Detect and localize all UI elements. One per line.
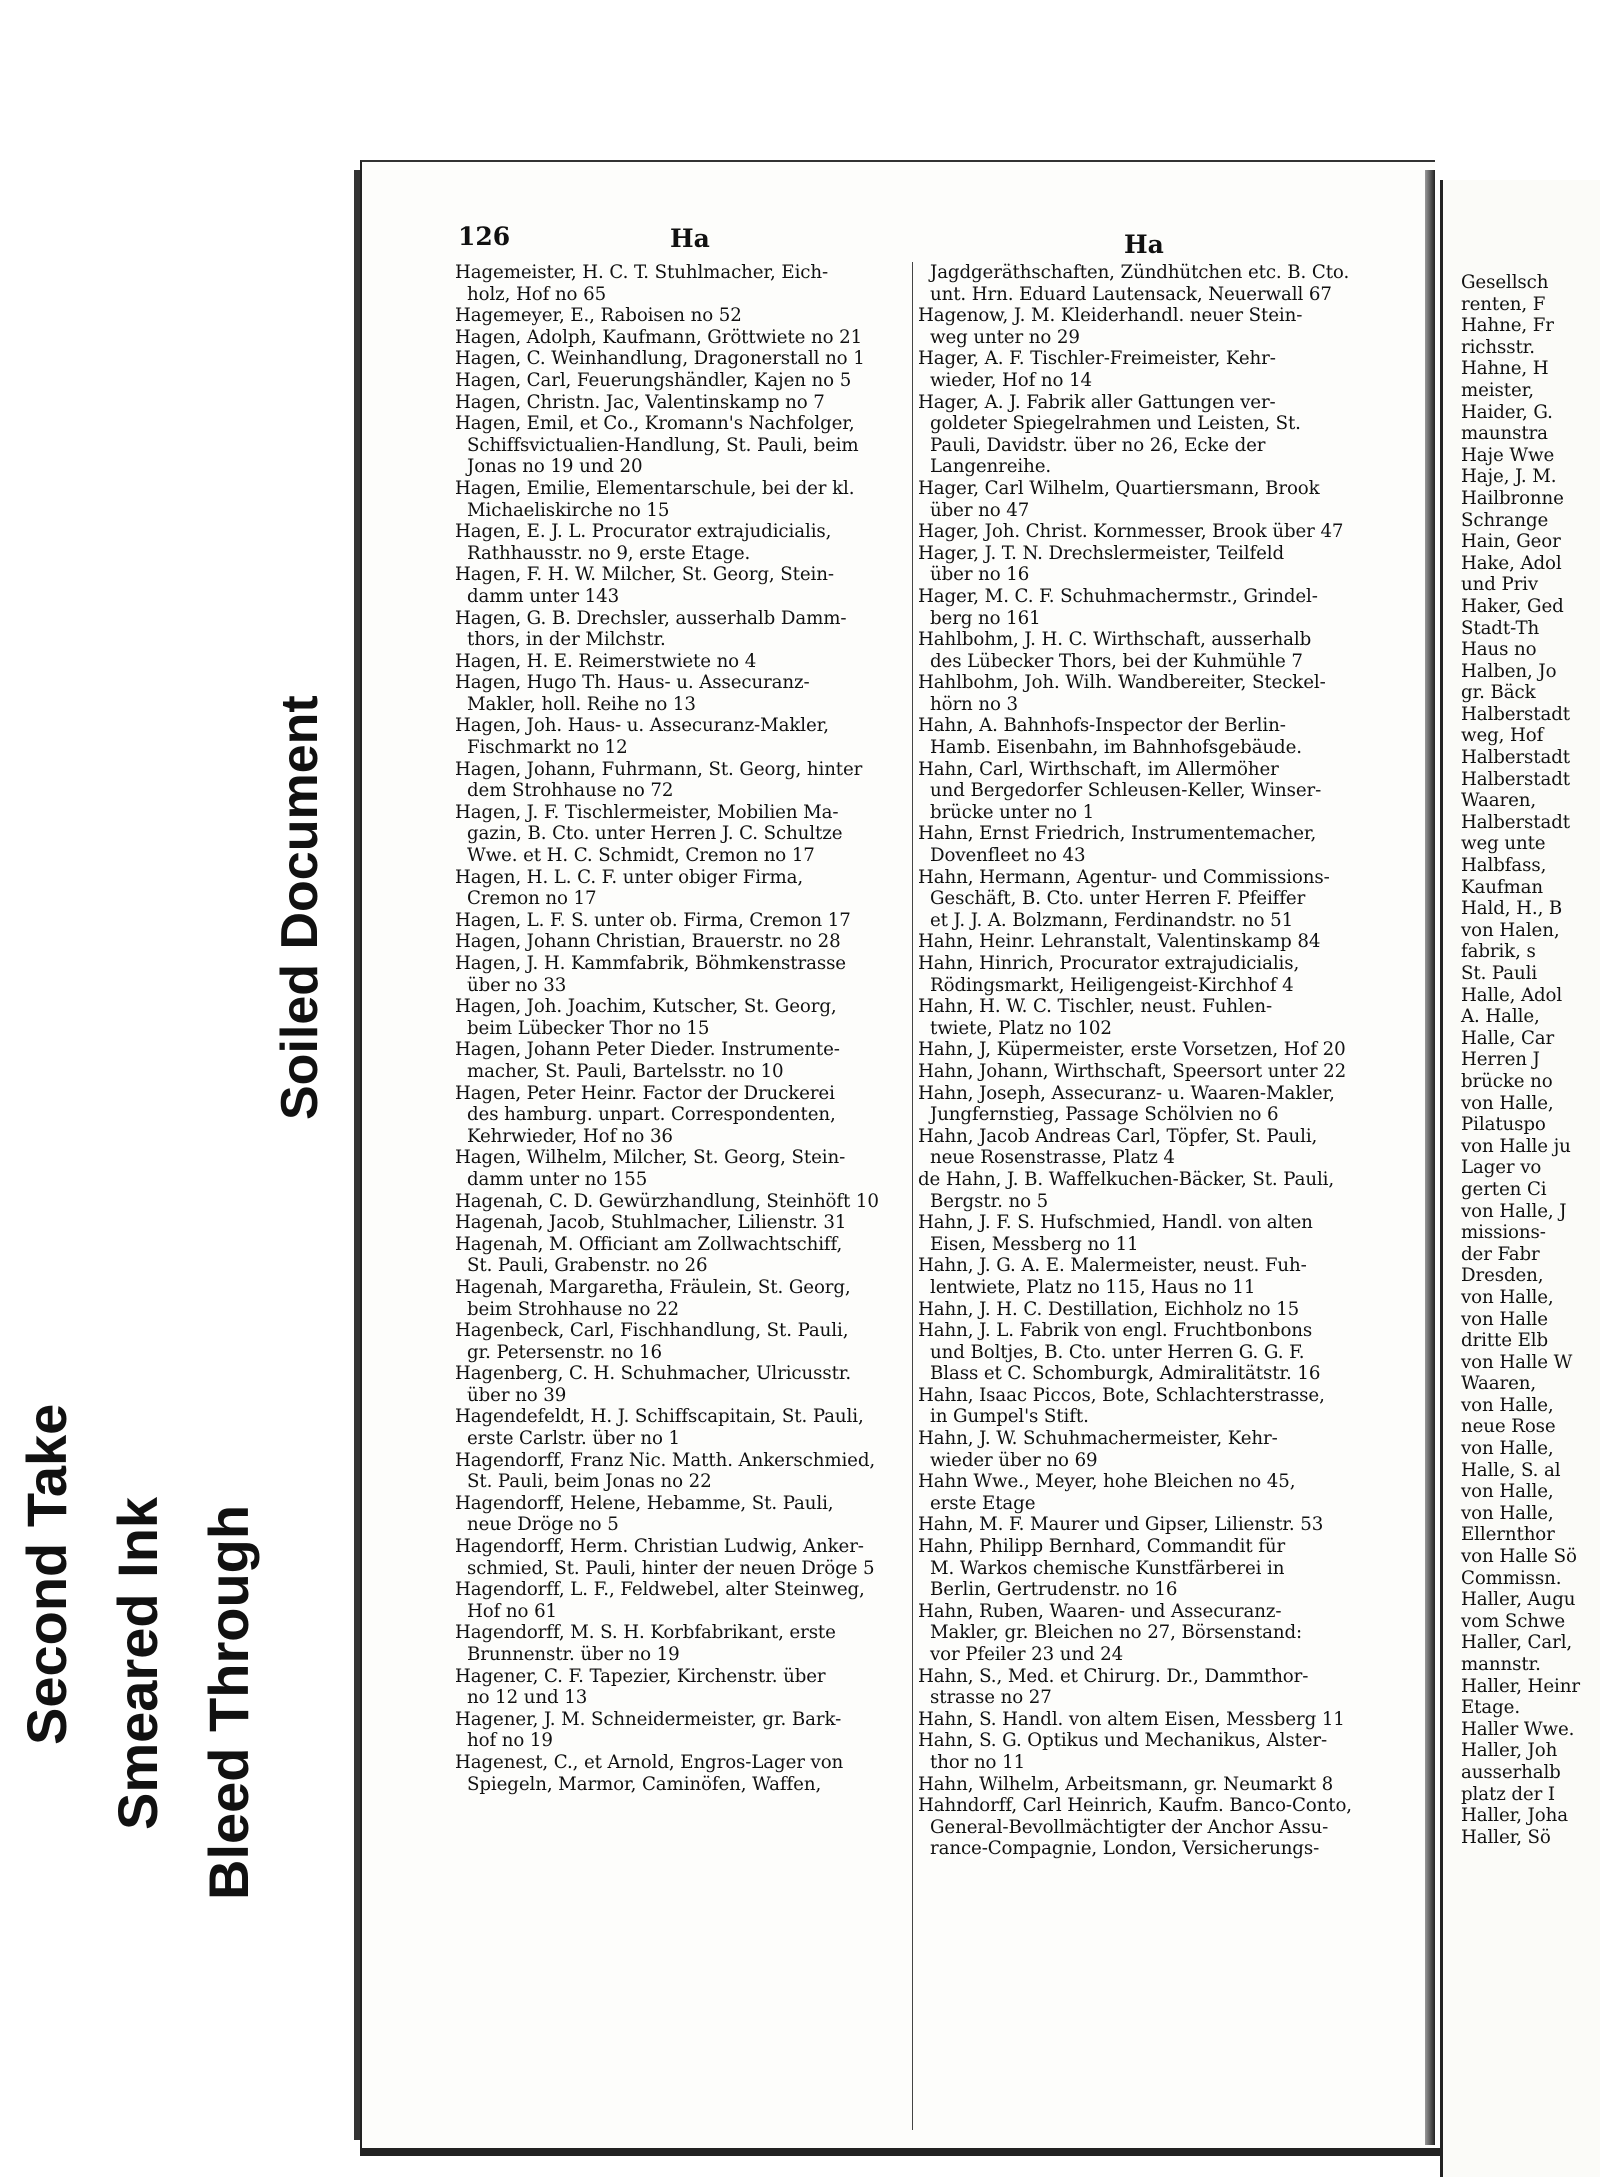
facing-page-line: Hain, Geor (1461, 531, 1561, 553)
entry-continuation-line: beim Strohhause no 22 (467, 1298, 680, 1320)
entry-line: Hahndorff, Carl Heinrich, Kaufm. Banco-Conto, (918, 1795, 1352, 1817)
entry-line: Hagenest, C., et Arnold, Engros-Lager von (455, 1751, 844, 1773)
entry-continuation-line: rance-Compagnie, London, Versicherungs- (930, 1838, 1320, 1860)
entry-continuation-line: des hamburg. unpart. Correspondenten, (467, 1104, 836, 1126)
entry-continuation-line: St. Pauli, beim Jonas no 22 (467, 1471, 712, 1493)
entry-line: Hahn, J. H. C. Destillation, Eichholz no 15 (918, 1298, 1300, 1320)
entry-line: Hahn, Philipp Bernhard, Commandit für (918, 1536, 1286, 1558)
entry-line: Hager, Carl Wilhelm, Quartiersmann, Brook (918, 477, 1320, 499)
entry-line: Hahn, J. G. A. E. Malermeister, neust. Fuh- (918, 1255, 1307, 1277)
entry-continuation-line: und Bergedorfer Schleusen-Keller, Winser- (930, 780, 1322, 802)
entry-continuation-line: Hamb. Eisenbahn, im Bahnhofsgebäude. (930, 737, 1302, 759)
margin-label-second-take: Second Take (15, 1403, 78, 1745)
facing-page-line: A. Halle, (1461, 1006, 1540, 1028)
entry-line: Hahn, J, Küpermeister, erste Vorsetzen, Hof 20 (918, 1039, 1346, 1061)
facing-page-line: maunstra (1461, 423, 1548, 445)
entry-continuation-line: wieder, Hof no 14 (930, 369, 1093, 391)
entry-line: Hagenberg, C. H. Schuhmacher, Ulricusstr. (455, 1363, 852, 1385)
entry-line: Hagendorff, M. S. H. Korbfabrikant, erste (455, 1622, 836, 1644)
entry-line: Hahn, Hermann, Agentur- und Commissions- (918, 866, 1330, 888)
facing-page-line: Halle, Adol (1461, 984, 1563, 1006)
facing-page-line: Haje Wwe (1461, 444, 1555, 466)
entry-continuation-line: Rathhausstr. no 9, erste Etage. (467, 542, 751, 564)
facing-page-line: Hald, H., B (1461, 898, 1563, 920)
entry-line: Hahn, Wilhelm, Arbeitsmann, gr. Neumarkt 8 (918, 1773, 1334, 1795)
entry-line: Hahn, Johann, Wirthschaft, Speersort unter 22 (918, 1060, 1347, 1082)
entry-line: Hagemeister, H. C. T. Stuhlmacher, Eich- (455, 262, 829, 283)
entry-line: Hahn, Ernst Friedrich, Instrumentemacher, (918, 823, 1317, 845)
facing-page-line: Waaren, (1461, 790, 1537, 812)
entry-line: Hagemeyer, E., Raboisen no 52 (455, 305, 742, 327)
entry-continuation-line: strasse no 27 (930, 1687, 1052, 1709)
header-right: Ha (1124, 230, 1164, 259)
facing-page-line: Halben, Jo (1461, 660, 1557, 682)
facing-page-line: Halberstadt (1461, 747, 1570, 769)
facing-page-line: ausserhalb (1461, 1761, 1561, 1783)
entry-continuation-line: no 12 und 13 (467, 1687, 588, 1709)
entry-continuation-line: Blass et C. Schomburgk, Admiralitätstr. 16 (930, 1363, 1321, 1385)
entry-line: Hagen, Emilie, Elementarschule, bei der kl. (455, 477, 855, 499)
facing-page-line: von Halle, (1461, 1438, 1554, 1460)
entry-continuation-line: twiete, Platz no 102 (930, 1017, 1112, 1039)
entry-continuation-line: Rödingsmarkt, Heiligengeist-Kirchhof 4 (930, 974, 1294, 996)
entry-line: Hahn, J. W. Schuhmachermeister, Kehr- (918, 1428, 1278, 1450)
facing-page-line: Lager vo (1461, 1157, 1542, 1179)
entry-continuation-line: Jungfernstieg, Passage Schölvien no 6 (930, 1104, 1279, 1126)
entry-continuation-line: Eisen, Messberg no 11 (930, 1233, 1139, 1255)
facing-page-line: gr. Bäck (1461, 682, 1536, 704)
entry-continuation-line: damm unter 143 (467, 585, 620, 607)
entry-line: Hahn, S. G. Optikus und Mechanikus, Alster- (918, 1730, 1328, 1752)
entry-continuation-line: brücke unter no 1 (930, 801, 1095, 823)
facing-page-line: Halberstadt (1461, 768, 1570, 790)
entry-continuation-line: Geschäft, B. Cto. unter Herren F. Pfeiffer (930, 888, 1306, 910)
entry-line: Hagener, J. M. Schneidermeister, gr. Bark- (455, 1708, 842, 1730)
entry-line: Hagendorff, Herm. Christian Ludwig, Anker- (455, 1536, 864, 1558)
facing-page-line: Halberstadt (1461, 703, 1570, 725)
facing-page-line: Kaufman (1461, 876, 1543, 898)
entry-line: Hahn Wwe., Meyer, hohe Bleichen no 45, (918, 1471, 1296, 1493)
entry-line: Hagen, Peter Heinr. Factor der Druckerei (455, 1082, 835, 1104)
entry-line: Hahn, Isaac Piccos, Bote, Schlachterstrasse, (918, 1384, 1325, 1406)
margin-label-smeared-ink: Smeared Ink (106, 1496, 169, 1830)
entry-continuation-line: Berlin, Gertrudenstr. no 16 (930, 1579, 1178, 1601)
entry-line: Hagen, Christn. Jac, Valentinskamp no 7 (455, 391, 825, 413)
facing-page-line: renten, F (1461, 293, 1546, 315)
facing-page-line: Herren J (1461, 1049, 1540, 1071)
right-column (918, 262, 1370, 1860)
entry-line: Hahn, Hinrich, Procurator extrajudicialis, (918, 953, 1300, 974)
facing-page-column (1461, 272, 1580, 1848)
entry-continuation-line: Jonas no 19 und 20 (467, 456, 643, 478)
facing-page-line: Haider, G. (1461, 401, 1553, 423)
entry-continuation-line: Spiegeln, Marmor, Caminöfen, Waffen, (467, 1773, 822, 1795)
facing-page-line: Etage. (1461, 1697, 1521, 1719)
entry-line: Hagen, Johann, Fuhrmann, St. Georg, hinter (455, 758, 863, 780)
margin-label-soiled-document: Soiled Document (271, 695, 329, 1120)
entry-continuation-line: beim Lübecker Thor no 15 (467, 1017, 710, 1039)
entry-line: Hager, J. T. N. Drechslermeister, Teilfeld (918, 542, 1285, 564)
facing-page-line: und Priv (1461, 574, 1539, 596)
facing-page-line: gerten Ci (1461, 1178, 1547, 1200)
facing-page-line: richsstr. (1461, 336, 1535, 358)
entry-line: Hagenah, C. D. Gewürzhandlung, Steinhöft 10 (455, 1190, 879, 1212)
entry-continuation-line: lentwiete, Platz no 115, Haus no 11 (930, 1276, 1256, 1298)
facing-page-line: Gesellsch (1461, 272, 1549, 293)
facing-page-line: Halle, Car (1461, 1027, 1555, 1049)
entry-line: Hagen, Johann Christian, Brauerstr. no 28 (455, 931, 841, 953)
facing-page-line: meister, (1461, 379, 1534, 401)
facing-page-line: Commissn. (1461, 1567, 1562, 1589)
entry-line: Hagenow, J. M. Kleiderhandl. neuer Stein- (918, 305, 1303, 327)
facing-page-line: Dresden, (1461, 1265, 1544, 1287)
entry-line: Hahlbohm, Joh. Wilh. Wandbereiter, Steckel- (918, 672, 1326, 694)
entry-line: Hagen, F. H. W. Milcher, St. Georg, Stein- (455, 564, 834, 586)
entry-continuation-line: Brunnenstr. über no 19 (467, 1644, 680, 1665)
margin-label-bleed-through: Bleed Through (197, 1504, 260, 1900)
entry-continuation-line: damm unter no 155 (467, 1168, 648, 1190)
facing-page-line: von Halle, (1461, 1286, 1554, 1308)
facing-page-line: dritte Elb (1461, 1330, 1549, 1352)
entry-continuation-line: des Lübecker Thors, bei der Kuhmühle 7 (930, 650, 1303, 672)
facing-page-line: Haller, Carl, (1461, 1632, 1573, 1654)
facing-page-line: von Halle, (1461, 1092, 1554, 1114)
entry-line: Hahn, Heinr. Lehranstalt, Valentinskamp 84 (918, 931, 1321, 953)
facing-page-line: Stadt-Th (1461, 617, 1540, 639)
facing-page-line: von Halle ju (1461, 1135, 1571, 1157)
facing-page-line: Halle, S. al (1461, 1459, 1561, 1481)
entry-continuation-line: in Gumpel's Stift. (930, 1406, 1089, 1428)
entry-continuation-line: neue Rosenstrasse, Platz 4 (930, 1147, 1175, 1169)
entry-continuation-line: über no 33 (467, 974, 567, 996)
entry-continuation-line: gr. Petersenstr. no 16 (467, 1341, 662, 1363)
facing-page-line: von Halle, (1461, 1394, 1554, 1416)
entry-line: Hagen, Carl, Feuerungshändler, Kajen no 5 (455, 369, 852, 391)
entry-continuation-line: Kehrwieder, Hof no 36 (467, 1125, 673, 1147)
entry-line: Hagen, E. J. L. Procurator extrajudicialis, (455, 521, 832, 543)
entry-line: Hager, M. C. F. Schuhmachermstr., Grindel- (918, 585, 1318, 607)
entry-line: Hahn, A. Bahnhofs-Inspector der Berlin- (918, 715, 1286, 737)
entry-continuation-line: schmied, St. Pauli, hinter der neuen Dröge 5 (467, 1557, 875, 1579)
facing-page-line: platz der I (1461, 1783, 1555, 1805)
entry-line: Hager, Joh. Christ. Kornmesser, Brook über 47 (918, 521, 1344, 543)
facing-page-line: Haller, Heinr (1461, 1675, 1580, 1697)
facing-page-line: von Halle W (1461, 1351, 1573, 1373)
entry-continuation-line: holz, Hof no 65 (467, 283, 607, 305)
entry-continuation-line: Makler, holl. Reihe no 13 (467, 693, 696, 715)
facing-page-line: Haller, Sö (1461, 1826, 1551, 1848)
entry-continuation-line: über no 16 (930, 564, 1030, 586)
entry-continuation-line: et J. J. A. Bolzmann, Ferdinandstr. no 51 (930, 909, 1294, 931)
entry-line: Hagen, L. F. S. unter ob. Firma, Cremon 17 (455, 909, 851, 931)
entry-line: Hahn, S. Handl. von altem Eisen, Messberg 11 (918, 1708, 1345, 1730)
entry-continuation-line: General-Bevollmächtigter der Anchor Assu- (930, 1816, 1329, 1838)
facing-page-line: weg, Hof (1461, 725, 1544, 747)
facing-page-line: fabrik, s (1461, 941, 1536, 963)
entry-line: Hagen, Adolph, Kaufmann, Gröttwiete no 21 (455, 326, 863, 348)
entry-line: Hagen, Joh. Joachim, Kutscher, St. Georg, (455, 996, 837, 1018)
entry-continuation-line: hörn no 3 (930, 693, 1018, 715)
entry-continuation-line: erste Carlstr. über no 1 (467, 1428, 681, 1450)
entry-continuation-line: dem Strohhause no 72 (467, 780, 674, 802)
entry-line: Hahn, M. F. Maurer und Gipser, Lilienstr. 53 (918, 1514, 1324, 1536)
entry-continuation-line: Wwe. et H. C. Schmidt, Cremon no 17 (467, 845, 815, 867)
facing-page-line: brücke no (1461, 1070, 1553, 1092)
facing-page-line: von Halle, (1461, 1502, 1554, 1524)
facing-page-line: Hahne, Fr (1461, 315, 1554, 337)
entry-line: Hahn, J. F. S. Hufschmied, Handl. von alten (918, 1212, 1313, 1234)
entry-line: Hagendorff, Helene, Hebamme, St. Pauli, (455, 1492, 834, 1514)
facing-page-line: von Halle, (1461, 1481, 1554, 1503)
facing-page-line: Waaren, (1461, 1373, 1537, 1395)
entry-line: Hahlbohm, J. H. C. Wirthschaft, ausserhalb (918, 629, 1312, 651)
page-bottom-edge (360, 2148, 1440, 2156)
facing-page-line: Halbfass, (1461, 855, 1547, 877)
entry-continuation-line: erste Etage (930, 1492, 1036, 1514)
entry-line: Hagendorff, Franz Nic. Matth. Ankerschmied, (455, 1449, 876, 1471)
entry-line: Hagendefeldt, H. J. Schiffscapitain, St. Pauli, (455, 1406, 864, 1428)
entry-line: Hahn, Ruben, Waaren- und Assecuranz- (918, 1600, 1282, 1622)
entry-line: Hagener, C. F. Tapezier, Kirchenstr. über (455, 1665, 826, 1687)
facing-page-line: Hahne, H (1461, 358, 1549, 380)
entry-line: Hagen, Emil, et Co., Kromann's Nachfolger, (455, 413, 855, 435)
entry-continuation-line: und Boltjes, B. Cto. unter Herren G. G. F. (930, 1341, 1305, 1363)
entry-line: Hagendorff, L. F., Feldwebel, alter Steinweg, (455, 1579, 865, 1601)
header-left: Ha (670, 224, 710, 253)
entry-continuation-line: Makler, gr. Bleichen no 27, Börsenstand: (930, 1622, 1303, 1644)
entry-line: Hagen, Joh. Haus- u. Assecuranz-Makler, (455, 715, 829, 737)
entry-continuation-line: St. Pauli, Grabenstr. no 26 (467, 1255, 708, 1277)
entry-line: Hahn, Jacob Andreas Carl, Töpfer, St. Pauli, (918, 1125, 1318, 1147)
facing-page-line: Hake, Adol (1461, 552, 1562, 574)
facing-page-line: Haker, Ged (1461, 595, 1564, 617)
entry-line: Hagen, H. E. Reimerstwiete no 4 (455, 650, 757, 672)
entry-continuation-line: goldeter Spiegelrahmen und Leisten, St. (930, 413, 1301, 435)
entry-line: Hagen, C. Weinhandlung, Dragonerstall no 1 (455, 348, 865, 370)
facing-page-line: der Fabr (1461, 1243, 1540, 1265)
facing-page-line: Ellernthor (1461, 1524, 1555, 1546)
entry-line: Hahn, Joseph, Assecuranz- u. Waaren-Makler, (918, 1082, 1335, 1104)
entry-continuation-line: über no 39 (467, 1384, 567, 1406)
entry-line: Hager, A. J. Fabrik aller Gattungen ver- (918, 391, 1276, 413)
facing-page-line: mannstr. (1461, 1654, 1541, 1675)
facing-page-line: Haus no (1461, 639, 1537, 661)
entry-continuation-line: unt. Hrn. Eduard Lautensack, Neuerwall 67 (930, 283, 1332, 305)
left-column (455, 262, 907, 1795)
column-divider (912, 262, 913, 2130)
facing-page-line: St. Pauli (1461, 963, 1538, 984)
facing-page-line: Schrange (1461, 509, 1549, 531)
entry-line: Hagen, Hugo Th. Haus- u. Assecuranz- (455, 672, 810, 694)
entry-continuation-line: hof no 19 (467, 1730, 553, 1752)
entry-line: Hahn, H. W. C. Tischler, neust. Fuhlen- (918, 996, 1273, 1018)
entry-continuation-line: Dovenfleet no 43 (930, 845, 1086, 867)
facing-page-line: Haller, Joha (1461, 1805, 1568, 1827)
entry-line: Hagenah, Margaretha, Fräulein, St. Georg, (455, 1276, 851, 1298)
facing-page-line: Haller Wwe. (1461, 1718, 1575, 1740)
entry-continuation-line: über no 47 (930, 499, 1030, 521)
facing-page-line: Halberstadt (1461, 811, 1570, 833)
entry-continuation-line: berg no 161 (930, 607, 1041, 629)
entry-continuation-line: weg unter no 29 (930, 326, 1080, 348)
page-number: 126 (458, 222, 511, 251)
facing-page-line: missions- (1461, 1222, 1546, 1244)
entry-line: Hagenah, M. Officiant am Zollwachtschiff, (455, 1233, 843, 1255)
entry-continuation-line: M. Warkos chemische Kunstfärberei in (930, 1557, 1285, 1579)
entry-continuation-line: macher, St. Pauli, Bartelsstr. no 10 (467, 1060, 784, 1082)
entry-line: Hager, A. F. Tischler-Freimeister, Kehr- (918, 348, 1276, 370)
entry-continuation-line: Schiffsvictualien-Handlung, St. Pauli, beim (467, 434, 859, 456)
entry-line: de Hahn, J. B. Waffelkuchen-Bäcker, St. Pauli, (918, 1168, 1335, 1190)
facing-page-line: von Halle (1461, 1308, 1548, 1330)
entry-continuation-line: thor no 11 (930, 1751, 1026, 1773)
facing-page-line: vom Schwe (1461, 1610, 1566, 1632)
entry-line: Hahn, S., Med. et Chirurg. Dr., Dammthor- (918, 1665, 1309, 1687)
entry-line: Hagenah, Jacob, Stuhlmacher, Lilienstr. 31 (455, 1212, 847, 1234)
entry-continuation-line: neue Dröge no 5 (467, 1514, 619, 1536)
facing-page-line: Pilatuspo (1461, 1114, 1546, 1136)
entry-line: Hahn, Carl, Wirthschaft, im Allermöher (918, 758, 1279, 780)
facing-page-line: Hailbronne (1461, 487, 1564, 509)
facing-page-line: Haller, Joh (1461, 1740, 1558, 1762)
entry-line: Hagen, Johann Peter Dieder. Instrumente- (455, 1039, 840, 1061)
page-gutter (1425, 170, 1435, 2145)
facing-page-line: von Halle, J (1461, 1200, 1567, 1222)
entry-line: Hagenbeck, Carl, Fischhandlung, St. Pauli, (455, 1320, 849, 1342)
entry-continuation-line: Jagdgeräthschaften, Zündhütchen etc. B. Cto. (930, 262, 1350, 283)
facing-page (1440, 180, 1600, 2177)
facing-page-line: von Halle Sö (1461, 1546, 1577, 1568)
entry-line: Hagen, J. F. Tischlermeister, Mobilien Ma- (455, 801, 839, 823)
entry-continuation-line: Fischmarkt no 12 (467, 737, 628, 759)
entry-line: Hagen, Wilhelm, Milcher, St. Georg, Stein- (455, 1147, 846, 1169)
facing-page-line: neue Rose (1461, 1416, 1556, 1438)
entry-continuation-line: thors, in der Milchstr. (467, 629, 666, 651)
entry-continuation-line: Bergstr. no 5 (930, 1190, 1049, 1212)
entry-line: Hagen, G. B. Drechsler, ausserhalb Damm- (455, 607, 847, 629)
entry-continuation-line: Langenreihe. (930, 456, 1052, 478)
entry-continuation-line: wieder über no 69 (930, 1449, 1098, 1471)
entry-continuation-line: Hof no 61 (467, 1600, 558, 1622)
entry-continuation-line: Cremon no 17 (467, 888, 597, 910)
entry-line: Hahn, J. L. Fabrik von engl. Fruchtbonbons (918, 1320, 1313, 1342)
entry-line: Hagen, H. L. C. F. unter obiger Firma, (455, 866, 804, 888)
entry-line: Hagen, J. H. Kammfabrik, Böhmkenstrasse (455, 953, 846, 974)
entry-continuation-line: gazin, B. Cto. unter Herren J. C. Schultze (467, 823, 843, 845)
facing-page-line: Haje, J. M. (1461, 466, 1557, 488)
facing-page-line: Haller, Augu (1461, 1589, 1576, 1611)
entry-continuation-line: Michaeliskirche no 15 (467, 499, 670, 521)
entry-continuation-line: vor Pfeiler 23 und 24 (930, 1644, 1124, 1665)
entry-continuation-line: Pauli, Davidstr. über no 26, Ecke der (930, 434, 1266, 456)
facing-page-line: weg unte (1461, 833, 1546, 855)
facing-page-line: von Halen, (1461, 919, 1560, 941)
